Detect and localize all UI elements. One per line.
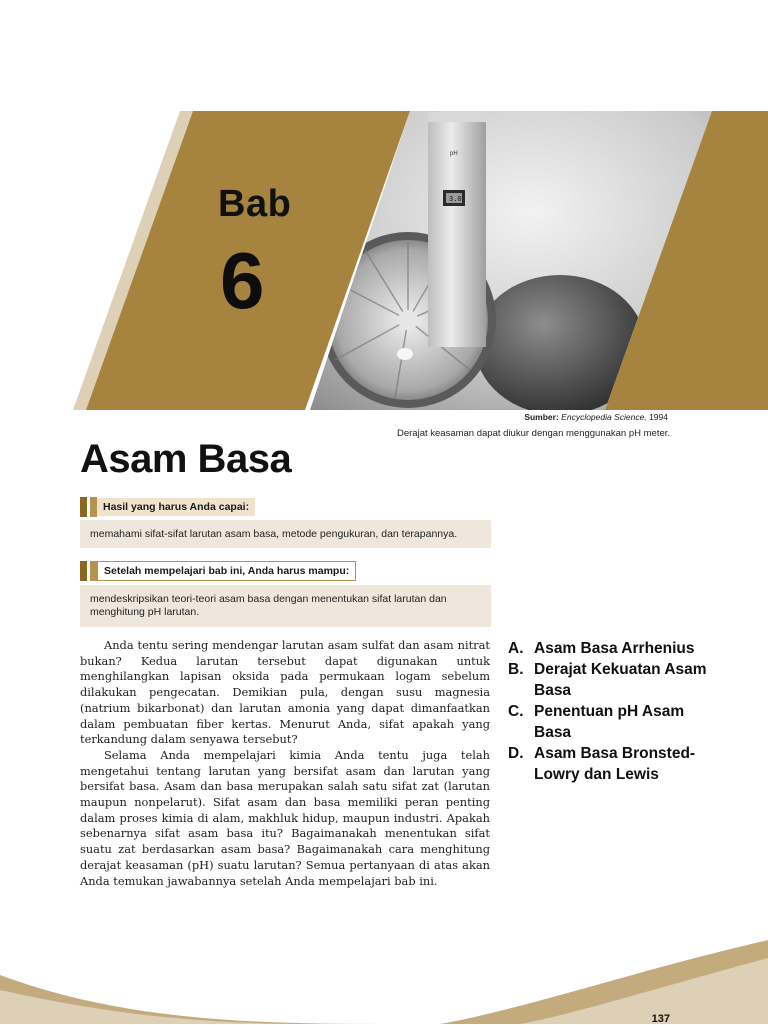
goals-box: [80, 520, 491, 548]
abilities-box: [80, 585, 491, 627]
toc-letter: A.: [508, 640, 524, 657]
meter-label: pH: [450, 151, 458, 157]
figure-caption: Derajat keasaman dapat diukur dengan menggunakan pH meter.: [397, 428, 671, 439]
toc-label: Asam Basa Bronsted-Lowry dan Lewis: [534, 745, 696, 783]
footer-curve: [0, 930, 768, 1024]
source-year: 1994: [649, 412, 668, 422]
abilities-text: mendeskripsikan teori-teori asam basa dengan menentukan sifat larutan dan menghitung pH larutan.: [90, 593, 447, 618]
marker-dark: [80, 497, 87, 517]
chapter-banner: [0, 0, 768, 420]
meter-display: 3.0: [449, 196, 462, 204]
toc-item: [508, 659, 708, 701]
toc-label: Penentuan pH Asam Basa: [534, 703, 685, 741]
marker-light: [90, 561, 97, 581]
chapter-number: 6: [220, 236, 265, 325]
chapter-title: Asam Basa: [80, 437, 292, 481]
toc-label: Asam Basa Arrhenius: [534, 640, 695, 657]
chapter-contents: [508, 638, 708, 785]
toc-letter: D.: [508, 745, 524, 762]
intro-paragraph-2: Selama Anda mempelajari kimia Anda tentu juga telah mengetahui tentang larutan yang bersifat asam dan larutan yang bersifat basa. Asam dan basa merupakan salah satu sifat zat (larutan maupun nonpelarut). Sifat asam dan basa memiliki peran penting dalam proses kimia di alam, makhluk hidup, maupun industri. Apakah sebenarnya sifat asam basa itu? Bagaimanakah menentukan sifat suatu zat berdasarkan asam basa? Bagaimanakah cara menghitung derajat keasaman (pH) suatu larutan? Semua pertanyaan di atas akan Anda temukan jawabannya setelah Anda mempelajari bab ini.: [80, 747, 490, 888]
goals-text: memahami sifat-sifat larutan asam basa, metode pengukuran, dan terapannya.: [90, 528, 458, 540]
page-number: 137: [651, 1013, 670, 1025]
marker-light: [90, 497, 97, 517]
toc-item: [508, 638, 708, 659]
goals-heading: [80, 497, 255, 517]
abilities-heading-text: Setelah mempelajari bab ini, Anda harus mampu:: [97, 561, 356, 581]
toc-item: [508, 743, 708, 785]
intro-paragraph-1: Anda tentu sering mendengar larutan asam sulfat dan asam nitrat bukan? Kedua larutan tersebut dapat digunakan untuk menghilangkan lapisan oksida pada permukaan logam sebelum dilakukan pengecatan. Demikian pula, dengan susu magnesia (natrium bikarbonat) dan larutan amonia yang dapat dimanfaatkan dalam pembuatan fiber kertas. Menurut Anda, sifat apakah yang terkandung dalam senyawa tersebut?: [80, 638, 490, 747]
goals-heading-text: Hasil yang harus Anda capai:: [97, 498, 255, 516]
abilities-heading: [80, 561, 356, 581]
toc-item: [508, 701, 708, 743]
figure-source: [524, 412, 668, 422]
intro-text: [80, 638, 490, 889]
toc-letter: B.: [508, 661, 524, 678]
source-label: Sumber:: [524, 412, 559, 422]
marker-dark: [80, 561, 87, 581]
source-title: Encyclopedia Science,: [561, 412, 647, 422]
chapter-word: Bab: [218, 183, 292, 225]
toc-label: Derajat Kekuatan Asam Basa: [534, 661, 707, 699]
toc-letter: C.: [508, 703, 524, 720]
